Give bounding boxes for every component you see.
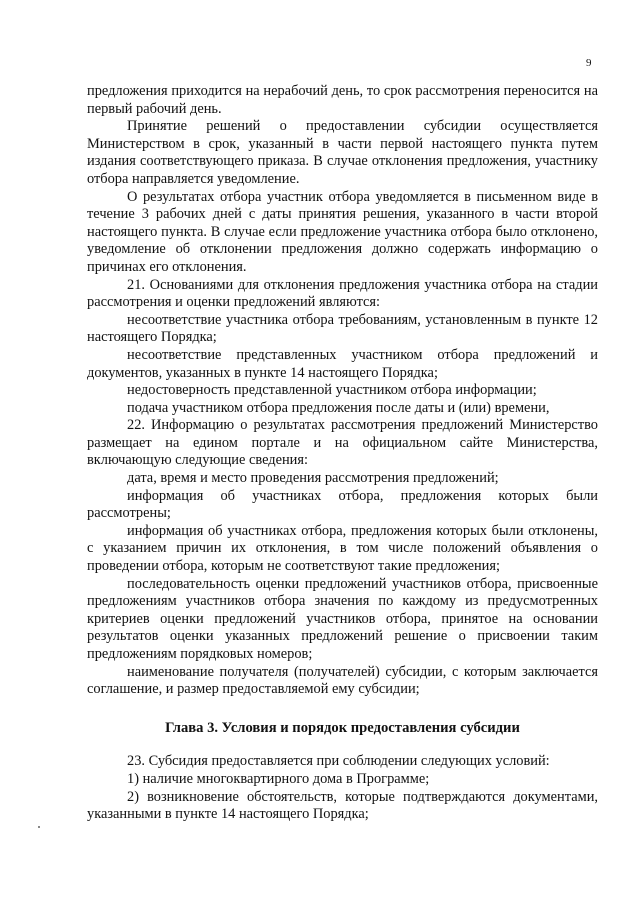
list-item: несоответствие участника отбора требованиям, установленным в пункте 12 настоящего Порядка; xyxy=(87,311,598,346)
paragraph: 23. Субсидия предоставляется при соблюдении следующих условий: xyxy=(127,753,550,770)
list-item: информация об участниках отбора, предложения которых были рассмотрены; xyxy=(87,487,598,522)
list-item: последовательность оценки предложений участников отбора, присвоенные предложениям участников отбора значения по каждому из предусмотренных критериев оценки предложений участников отбора, принятое на основании результатов оценки указанных предложений решение о присвоении таким предложениям порядковых номеров; xyxy=(87,575,598,662)
list-item: недостоверность представленной участником отбора информации; xyxy=(127,382,537,399)
chapter-heading: Глава 3. Условия и порядок предоставления субсидии xyxy=(165,719,520,736)
list-item: 2) возникновение обстоятельств, которые подтверждаются документами, указанными в пункте 14 настоящего Порядка; xyxy=(87,788,598,823)
paragraph: 21. Основаниями для отклонения предложения участника отбора на стадии рассмотрения и оценки предложений являются: xyxy=(87,276,598,311)
document-body xyxy=(87,83,598,824)
list-item: дата, время и место проведения рассмотрения предложений; xyxy=(127,470,499,487)
list-item: несоответствие представленных участником отбора предложений и документов, указанных в пункте 14 настоящего Порядка; xyxy=(87,346,598,381)
list-item: 1) наличие многоквартирного дома в Программе; xyxy=(127,770,430,787)
paragraph: предложения приходится на нерабочий день, то срок рассмотрения переносится на первый рабочий день. xyxy=(87,83,598,117)
paragraph: 22. Информацию о результатах рассмотрения предложений Министерство размещает на едином портале и на официальном сайте Министерства, включающую следующие сведения: xyxy=(87,417,598,469)
scan-speck xyxy=(38,826,40,828)
list-item: наименование получателя (получателей) субсидии, с которым заключается соглашение, и размер предоставляемой ему субсидии; xyxy=(87,663,598,698)
paragraph: Принятие решений о предоставлении субсидии осуществляется Министерством в срок, указанный в части первой настоящего пункта путем издания соответствующего приказа. В случае отклонения предложения, участнику отбора направляется уведомление. xyxy=(87,118,598,187)
list-item: информация об участниках отбора, предложения которых были отклонены, с указанием причин их отклонения, в том числе положений объявления о проведении отбора, которым не соответствуют такие предложения; xyxy=(87,522,598,575)
page-number: 9 xyxy=(586,57,592,69)
list-item: подача участником отбора предложения после даты и (или) времени, xyxy=(127,399,550,416)
paragraph: О результатах отбора участник отбора уведомляется в письменном виде в течение 3 рабочих дней с даты принятия решения, указанного в части второй настоящего пункта. В случае если предложение участника отбора было отклонено, уведомление об отклонении предложения должно содержать информацию о причинах его отклонения. xyxy=(87,188,598,275)
